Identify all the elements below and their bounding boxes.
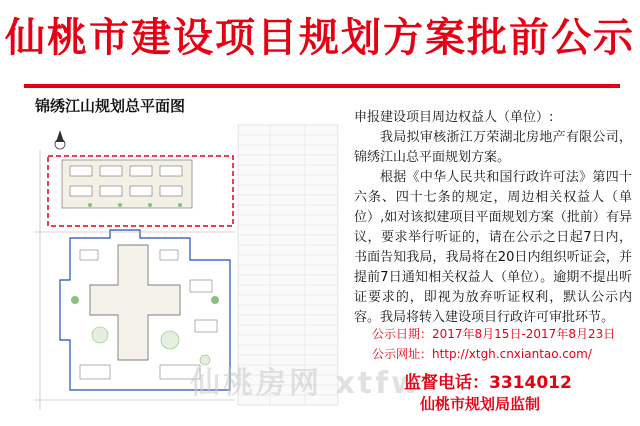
page-title: 仙桃市建设项目规划方案批前公示 xyxy=(5,15,635,61)
upper-parcel xyxy=(62,160,192,208)
north-arrow-icon xyxy=(55,130,65,149)
notice-heading: 申报建设项目周边权益人（单位）: xyxy=(354,110,554,125)
supervision-hotline: 监督电话：3314012 xyxy=(404,373,572,393)
plan-title: 锦绣江山规划总平面图 xyxy=(35,97,186,115)
issuing-organization: 仙桃市规划局监制 xyxy=(420,395,541,413)
notice-paragraph-1: 我局拟审核浙江万荣湖北房地产有限公司，锦绣江山总平面规划方案。 xyxy=(354,130,632,165)
header-banner xyxy=(0,0,640,90)
watermark-text: 仙桃房网 xtfw xyxy=(190,366,422,401)
header-divider xyxy=(24,84,620,88)
notice-date: 公示日期：2017年8月15日-2017年8月23日 xyxy=(372,327,616,341)
notice-panel xyxy=(354,108,632,328)
notice-paragraph-2: 根据《中华人民共和国行政许可法》第四十六条、四十七条的规定，周边相关权益人（单位）,如对该拟建项目平面规划方案（批前）有异议，要求举行听证的，请在公示之日起7日内，书面告知我局，我局将在20日内组织听证会，并提前7日通知相关权益人（单位）。逾期不提出听证要求的，即视为放弃听证权利，默认公示内容。我局将转入建设项目行政许可审批环节。 xyxy=(354,170,632,325)
notice-url: 公示网址：http://xtgh.cnxiantao.com/ xyxy=(372,347,592,361)
